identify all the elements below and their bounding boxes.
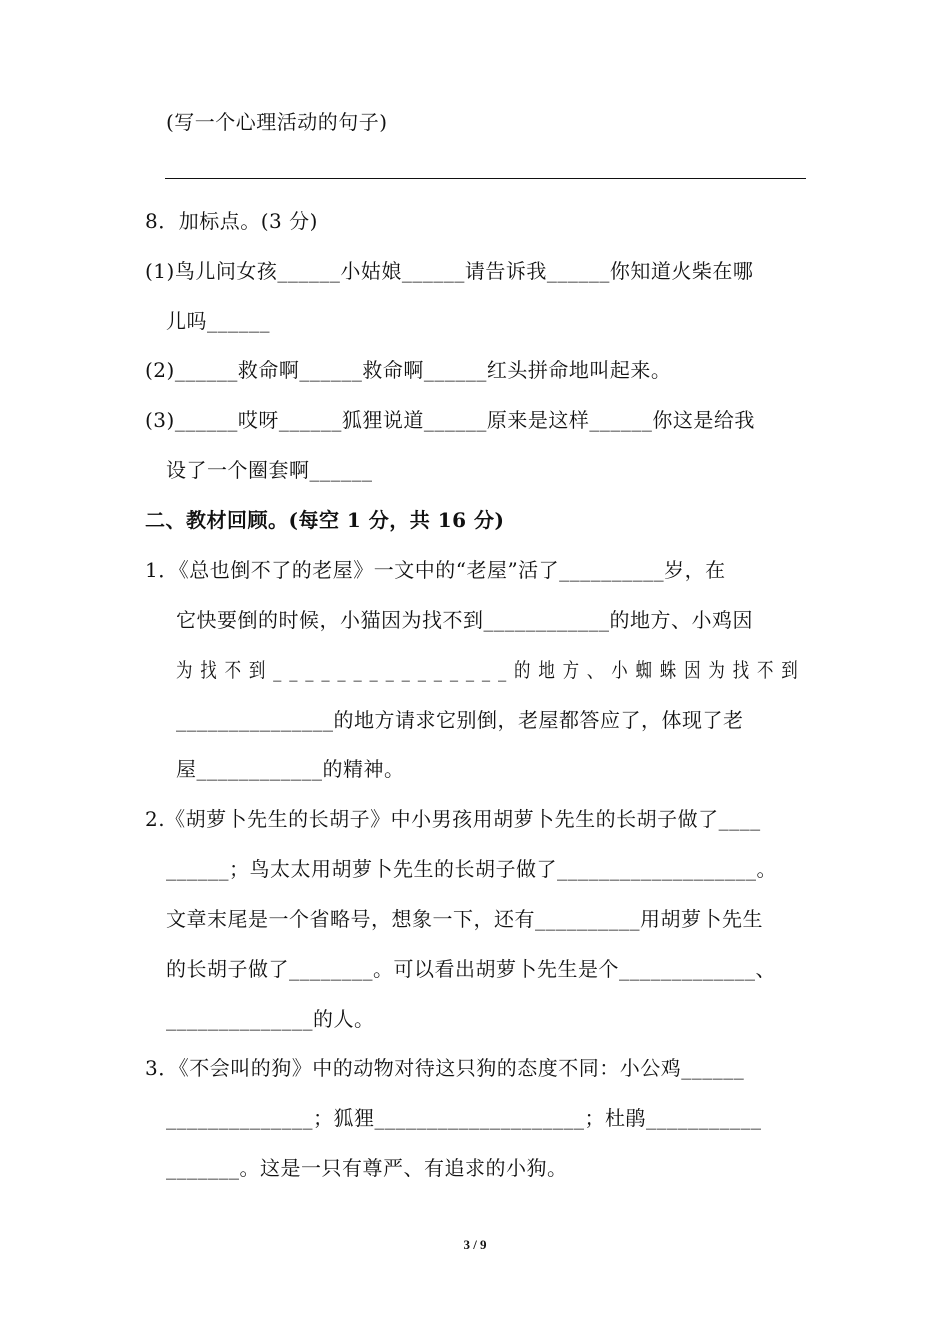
psychology-hint: (写一个心理活动的句子) [166,110,388,134]
q8-item1-line2: 儿吗______ [166,309,270,333]
q8-item1-line1: (1)鸟儿问女孩______小姑娘______请告诉我______你知道火柴在哪 [145,259,754,283]
q8-title: 8．加标点。(3 分) [145,209,318,233]
q1-line5: 屋____________的精神。 [176,757,405,781]
section2-heading: 二、教材回顾。(每空 1 分，共 16 分) [145,508,505,532]
q2-line4: 的长胡子做了________。可以看出胡萝卜先生是个_____________、 [166,957,776,981]
q2-line3: 文章末尾是一个省略号，想象一下，还有__________用胡萝卜先生 [166,907,763,931]
q3-line3: _______。这是一只有尊严、有追求的小狗。 [166,1156,568,1180]
q1-line4: _______________的地方请求它别倒，老屋都答应了，体现了老 [176,708,744,732]
q8-item3-line1: (3)______哎呀______狐狸说道______原来是这样______你这是给我 [145,408,755,432]
answer-rule [165,178,806,179]
q2-line1: 2.《胡萝卜先生的长胡子》中小男孩用胡萝卜先生的长胡子做了____ [145,807,761,831]
q1-line1: 1．《总也倒不了的老屋》一文中的“老屋”活了__________岁，在 [145,558,726,582]
q3-line2: ______________；狐狸____________________；杜鹃___________ [166,1106,762,1130]
q1-line2: 它快要倒的时候，小猫因为找不到____________的地方、小鸡因 [176,608,753,632]
q8-item2: (2)______救命啊______救命啊______红头拼命地叫起来。 [145,358,672,382]
q2-line5: ______________的人。 [166,1007,375,1031]
q2-line2: ______；鸟太太用胡萝卜先生的长胡子做了___________________。 [166,857,777,881]
q8-item3-line2: 设了一个圈套啊______ [166,458,373,482]
q1-line3: 为找不到_______________的地方、小蜘蛛因为找不到 [176,658,806,682]
q3-line1: 3．《不会叫的狗》中的动物对待这只狗的态度不同：小公鸡______ [145,1056,745,1080]
page-number: 3 / 9 [463,1237,487,1252]
